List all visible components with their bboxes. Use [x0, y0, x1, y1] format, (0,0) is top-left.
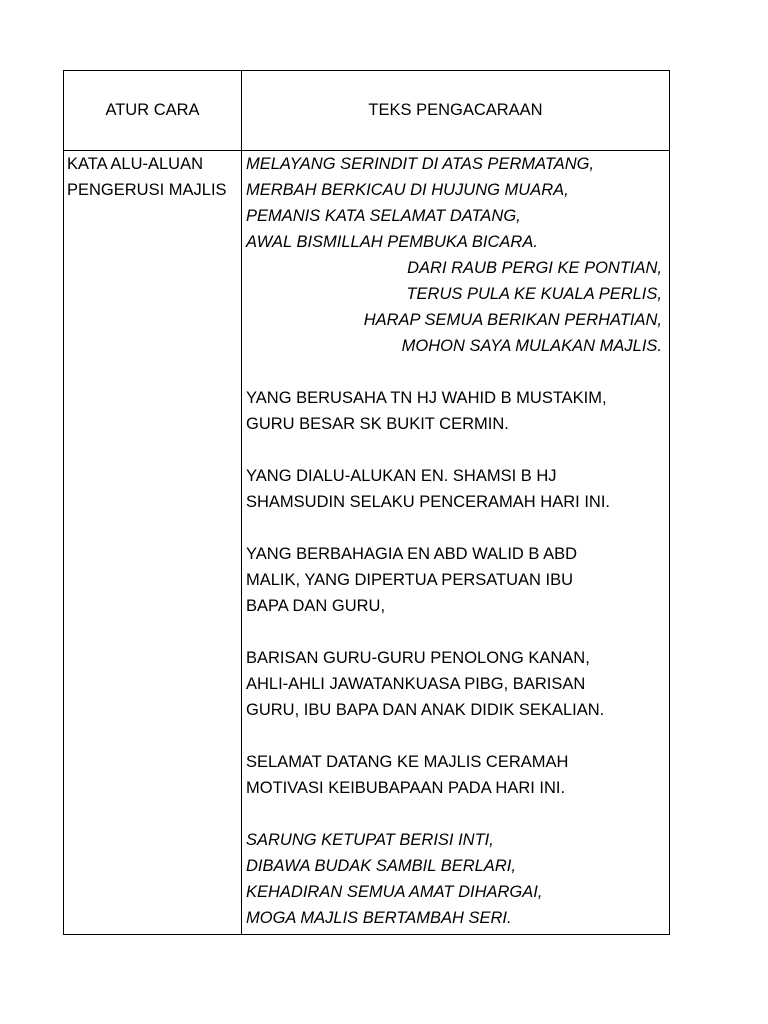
salutation-speaker-line: SHAMSUDIN SELAKU PENCERAMAH HARI INI.: [246, 493, 610, 511]
header-teks-pengacaraan: TEKS PENGACARAAN: [368, 101, 543, 119]
salutation-audience-line: BARISAN GURU-GURU PENOLONG KANAN,: [246, 649, 590, 667]
salutation-pibg-chair-line: MALIK, YANG DIPERTUA PERSATUAN IBU: [246, 571, 574, 589]
salutation-pibg-chair-line: YANG BERBAHAGIA EN ABD WALID B ABD: [246, 545, 578, 563]
salutation-headmaster-line: GURU BESAR SK BUKIT CERMIN.: [246, 415, 509, 433]
welcome-line: SELAMAT DATANG KE MAJLIS CERAMAH: [246, 753, 569, 771]
pantun-second-line: DARI RAUB PERGI KE PONTIAN,: [407, 259, 662, 277]
pantun-opening-line: AWAL BISMILLAH PEMBUKA BICARA.: [246, 233, 538, 251]
pantun-opening-line: PEMANIS KATA SELAMAT DATANG,: [246, 207, 521, 225]
pantun-opening-line: MELAYANG SERINDIT DI ATAS PERMATANG,: [246, 155, 595, 173]
salutation-audience-line: AHLI-AHLI JAWATANKUASA PIBG, BARISAN: [246, 675, 586, 693]
agenda-item-line: KATA ALU-ALUAN: [67, 155, 204, 173]
pantun-opening-line: MERBAH BERKICAU DI HUJUNG MUARA,: [246, 181, 569, 199]
salutation-speaker-line: YANG DIALU-ALUKAN EN. SHAMSI B HJ: [246, 467, 557, 485]
pantun-closing-line: DIBAWA BUDAK SAMBIL BERLARI,: [246, 857, 516, 875]
salutation-headmaster-line: YANG BERUSAHA TN HJ WAHID B MUSTAKIM,: [246, 389, 607, 407]
pantun-second-line: HARAP SEMUA BERIKAN PERHATIAN,: [363, 311, 662, 329]
agenda-item-line: PENGERUSI MAJLIS: [67, 181, 227, 199]
salutation-audience-line: GURU, IBU BAPA DAN ANAK DIDIK SEKALIAN.: [246, 701, 605, 719]
script-text-cell: [246, 151, 662, 931]
schedule-table: [63, 70, 670, 935]
header-atur-cara: ATUR CARA: [105, 101, 200, 119]
pantun-closing-line: MOGA MAJLIS BERTAMBAH SERI.: [246, 909, 512, 927]
pantun-closing-line: SARUNG KETUPAT BERISI INTI,: [246, 831, 494, 849]
salutation-pibg-chair-line: BAPA DAN GURU,: [246, 597, 386, 615]
pantun-second-line: MOHON SAYA MULAKAN MAJLIS.: [401, 337, 662, 355]
welcome-line: MOTIVASI KEIBUBAPAAN PADA HARI INI.: [246, 779, 566, 797]
agenda-item-cell: [67, 151, 227, 203]
column-divider: [241, 71, 242, 934]
pantun-second-line: TERUS PULA KE KUALA PERLIS,: [406, 285, 662, 303]
pantun-closing-line: KEHADIRAN SEMUA AMAT DIHARGAI,: [246, 883, 543, 901]
